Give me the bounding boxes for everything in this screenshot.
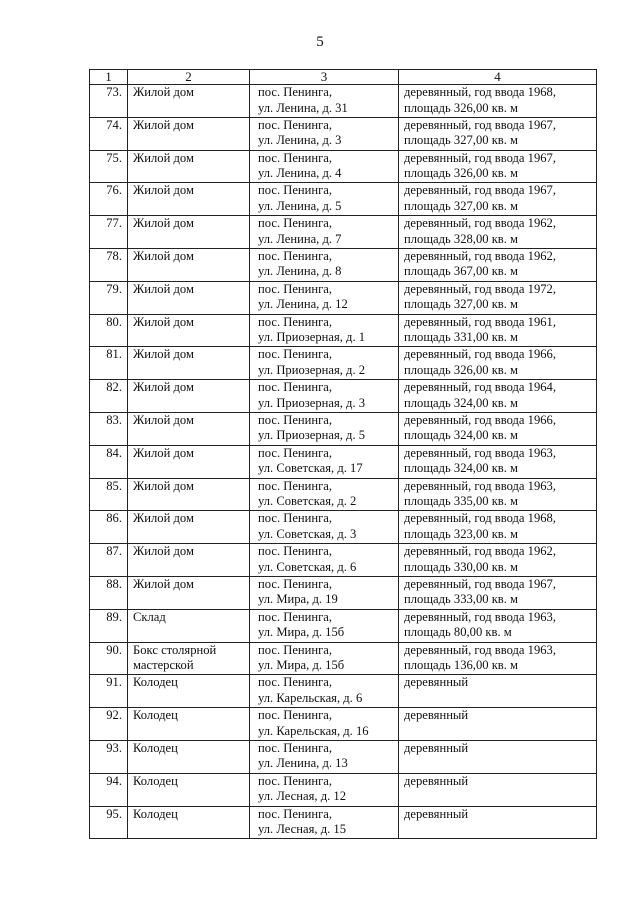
row-number: 89.: [90, 609, 128, 642]
page-number: 5: [316, 34, 324, 50]
row-number: 84.: [90, 445, 128, 478]
table-row: [90, 347, 597, 380]
description-line: площадь 323,00 кв. м: [404, 526, 519, 541]
address-line: ул. Ленина, д. 4: [258, 166, 342, 181]
description-line: площадь 335,00 кв. м: [404, 494, 519, 509]
address-line: пос. Пенинга,: [258, 544, 333, 559]
description-line: площадь 324,00 кв. м: [404, 428, 519, 443]
object-description: [399, 117, 597, 150]
object-name-line: Жилой дом: [133, 150, 194, 165]
table-row: [90, 445, 597, 478]
description-line: деревянный, год ввода 1967,: [404, 117, 556, 132]
table-row: [90, 380, 597, 413]
object-name: [128, 85, 250, 118]
address-line: ул. Ленина, д. 5: [258, 198, 342, 213]
object-address: [250, 544, 399, 577]
object-description: [399, 511, 597, 544]
object-address: [250, 347, 399, 380]
description-line: деревянный, год ввода 1972,: [404, 281, 556, 296]
address-line: пос. Пенинга,: [258, 675, 333, 690]
object-address: [250, 642, 399, 675]
address-line: ул. Советская, д. 2: [258, 494, 357, 509]
object-name: [128, 773, 250, 806]
object-description: [399, 85, 597, 118]
description-line: деревянный, год ввода 1963,: [404, 609, 556, 624]
object-name: [128, 150, 250, 183]
description-line: площадь 324,00 кв. м: [404, 461, 519, 476]
description-line: деревянный, год ввода 1962,: [404, 216, 556, 231]
address-line: ул. Советская, д. 3: [258, 526, 357, 541]
object-address: [250, 117, 399, 150]
address-line: ул. Ленина, д. 7: [258, 231, 342, 246]
address-line: ул. Приозерная, д. 2: [258, 362, 366, 377]
object-description: [399, 642, 597, 675]
object-name-line: Колодец: [133, 806, 178, 821]
description-line: площадь 327,00 кв. м: [404, 133, 519, 148]
table-row: [90, 248, 597, 281]
description-line: площадь 326,00 кв. м: [404, 362, 519, 377]
column-header-1: 1: [90, 70, 128, 85]
object-address: [250, 511, 399, 544]
object-name-line: Жилой дом: [133, 216, 194, 231]
object-name-line: Жилой дом: [133, 511, 194, 526]
object-name: [128, 708, 250, 741]
address-line: ул. Советская, д. 17: [258, 461, 363, 476]
row-number: 90.: [90, 642, 128, 675]
object-name-line: Жилой дом: [133, 281, 194, 296]
object-description: [399, 412, 597, 445]
description-line: площадь 324,00 кв. м: [404, 395, 519, 410]
description-line: площадь 331,00 кв. м: [404, 330, 519, 345]
object-address: [250, 773, 399, 806]
address-line: пос. Пенинга,: [258, 248, 333, 263]
object-name-line: Колодец: [133, 708, 178, 723]
object-address: [250, 216, 399, 249]
address-line: ул. Лесная, д. 12: [258, 789, 346, 804]
object-name-line: Жилой дом: [133, 544, 194, 559]
address-line: пос. Пенинга,: [258, 281, 333, 296]
address-line: пос. Пенинга,: [258, 642, 333, 657]
object-name: [128, 380, 250, 413]
table-row: [90, 708, 597, 741]
description-line: деревянный, год ввода 1963,: [404, 642, 556, 657]
object-name: [128, 281, 250, 314]
object-name: [128, 117, 250, 150]
object-description: [399, 445, 597, 478]
description-line: деревянный, год ввода 1963,: [404, 445, 556, 460]
table-row: [90, 281, 597, 314]
object-name: [128, 412, 250, 445]
object-name: [128, 445, 250, 478]
row-number: 92.: [90, 708, 128, 741]
row-number: 85.: [90, 478, 128, 511]
address-line: пос. Пенинга,: [258, 773, 333, 788]
address-line: ул. Мира, д. 15б: [258, 625, 345, 640]
object-address: [250, 576, 399, 609]
description-line: деревянный: [404, 675, 469, 690]
column-header-3: 3: [250, 70, 399, 85]
table-body: [90, 85, 597, 839]
row-number: 78.: [90, 248, 128, 281]
object-address: [250, 281, 399, 314]
address-line: пос. Пенинга,: [258, 183, 333, 198]
object-description: [399, 544, 597, 577]
table-row: [90, 314, 597, 347]
row-number: 74.: [90, 117, 128, 150]
table-row: [90, 675, 597, 708]
row-number: 86.: [90, 511, 128, 544]
object-address: [250, 412, 399, 445]
address-line: пос. Пенинга,: [258, 117, 333, 132]
object-name-line: Бокс столярной: [133, 642, 217, 657]
row-number: 73.: [90, 85, 128, 118]
object-address: [250, 380, 399, 413]
row-number: 93.: [90, 740, 128, 773]
address-line: ул. Ленина, д. 31: [258, 100, 348, 115]
object-name-line: Колодец: [133, 773, 178, 788]
object-name: [128, 675, 250, 708]
column-header-4: 4: [399, 70, 597, 85]
address-line: пос. Пенинга,: [258, 609, 333, 624]
address-line: ул. Ленина, д. 12: [258, 297, 348, 312]
address-line: пос. Пенинга,: [258, 445, 333, 460]
description-line: деревянный, год ввода 1963,: [404, 478, 556, 493]
address-line: ул. Приозерная, д. 1: [258, 330, 366, 345]
object-address: [250, 150, 399, 183]
table-row: [90, 117, 597, 150]
object-name: [128, 216, 250, 249]
description-line: площадь 327,00 кв. м: [404, 297, 519, 312]
object-description: [399, 281, 597, 314]
object-name-line: Жилой дом: [133, 117, 194, 132]
description-line: деревянный, год ввода 1962,: [404, 248, 556, 263]
object-description: [399, 183, 597, 216]
object-description: [399, 773, 597, 806]
object-description: [399, 609, 597, 642]
row-number: 88.: [90, 576, 128, 609]
address-line: ул. Ленина, д. 3: [258, 133, 342, 148]
row-number: 79.: [90, 281, 128, 314]
row-number: 77.: [90, 216, 128, 249]
object-description: [399, 576, 597, 609]
description-line: деревянный, год ввода 1968,: [404, 511, 556, 526]
object-name-line: Жилой дом: [133, 412, 194, 427]
address-line: пос. Пенинга,: [258, 708, 333, 723]
row-number: 76.: [90, 183, 128, 216]
object-description: [399, 380, 597, 413]
object-description: [399, 806, 597, 839]
object-address: [250, 248, 399, 281]
object-description: [399, 216, 597, 249]
row-number: 75.: [90, 150, 128, 183]
object-address: [250, 675, 399, 708]
table-row: [90, 576, 597, 609]
property-table: [89, 69, 597, 839]
table-row: [90, 216, 597, 249]
object-name: [128, 609, 250, 642]
address-line: пос. Пенинга,: [258, 216, 333, 231]
object-name-line: мастерской: [133, 658, 194, 673]
description-line: площадь 367,00 кв. м: [404, 264, 519, 279]
description-line: деревянный, год ввода 1968,: [404, 85, 556, 99]
description-line: площадь 328,00 кв. м: [404, 231, 519, 246]
description-line: деревянный, год ввода 1967,: [404, 183, 556, 198]
address-line: пос. Пенинга,: [258, 347, 333, 362]
address-line: ул. Мира, д. 19: [258, 592, 338, 607]
description-line: площадь 326,00 кв. м: [404, 166, 519, 181]
object-name: [128, 314, 250, 347]
description-line: площадь 330,00 кв. м: [404, 559, 519, 574]
table-row: [90, 740, 597, 773]
address-line: пос. Пенинга,: [258, 85, 333, 99]
object-name-line: Жилой дом: [133, 478, 194, 493]
row-number: 87.: [90, 544, 128, 577]
table-row: [90, 773, 597, 806]
table-row: [90, 150, 597, 183]
object-name-line: Склад: [133, 609, 166, 624]
description-line: площадь 333,00 кв. м: [404, 592, 519, 607]
object-description: [399, 478, 597, 511]
row-number: 91.: [90, 675, 128, 708]
object-name-line: Жилой дом: [133, 445, 194, 460]
description-line: площадь 80,00 кв. м: [404, 625, 512, 640]
address-line: пос. Пенинга,: [258, 806, 333, 821]
description-line: деревянный, год ввода 1966,: [404, 347, 556, 362]
description-line: площадь 326,00 кв. м: [404, 100, 519, 115]
table-header: [90, 70, 597, 85]
object-description: [399, 150, 597, 183]
object-description: [399, 347, 597, 380]
address-line: пос. Пенинга,: [258, 380, 333, 395]
description-line: площадь 327,00 кв. м: [404, 198, 519, 213]
object-name-line: Жилой дом: [133, 314, 194, 329]
object-name-line: Жилой дом: [133, 85, 194, 99]
table-row: [90, 544, 597, 577]
object-name-line: Жилой дом: [133, 576, 194, 591]
object-name: [128, 576, 250, 609]
object-name-line: Колодец: [133, 740, 178, 755]
description-line: деревянный, год ввода 1966,: [404, 412, 556, 427]
object-name: [128, 806, 250, 839]
object-address: [250, 478, 399, 511]
address-line: пос. Пенинга,: [258, 478, 333, 493]
object-address: [250, 85, 399, 118]
description-line: деревянный: [404, 773, 469, 788]
object-description: [399, 708, 597, 741]
description-line: деревянный, год ввода 1964,: [404, 380, 556, 395]
description-line: деревянный: [404, 708, 469, 723]
table-row: [90, 478, 597, 511]
table-row: [90, 511, 597, 544]
description-line: площадь 136,00 кв. м: [404, 658, 519, 673]
object-name: [128, 248, 250, 281]
description-line: деревянный, год ввода 1967,: [404, 576, 556, 591]
object-name-line: Жилой дом: [133, 183, 194, 198]
address-line: ул. Приозерная, д. 3: [258, 395, 366, 410]
object-address: [250, 183, 399, 216]
row-number: 82.: [90, 380, 128, 413]
table-row: [90, 642, 597, 675]
address-line: ул. Ленина, д. 8: [258, 264, 342, 279]
object-name: [128, 642, 250, 675]
object-name: [128, 478, 250, 511]
row-number: 81.: [90, 347, 128, 380]
description-line: деревянный, год ввода 1967,: [404, 150, 556, 165]
column-header-2: 2: [128, 70, 250, 85]
address-line: ул. Мира, д. 15б: [258, 658, 345, 673]
object-name-line: Жилой дом: [133, 380, 194, 395]
object-name: [128, 347, 250, 380]
object-address: [250, 609, 399, 642]
table-row: [90, 412, 597, 445]
row-number: 80.: [90, 314, 128, 347]
object-description: [399, 248, 597, 281]
object-address: [250, 445, 399, 478]
table-row: [90, 85, 597, 118]
object-name-line: Жилой дом: [133, 347, 194, 362]
address-line: ул. Лесная, д. 15: [258, 822, 346, 837]
object-address: [250, 740, 399, 773]
address-line: пос. Пенинга,: [258, 511, 333, 526]
object-name: [128, 511, 250, 544]
description-line: деревянный, год ввода 1961,: [404, 314, 556, 329]
object-name: [128, 740, 250, 773]
row-number: 83.: [90, 412, 128, 445]
address-line: ул. Ленина, д. 13: [258, 756, 348, 771]
address-line: пос. Пенинга,: [258, 150, 333, 165]
address-line: пос. Пенинга,: [258, 576, 333, 591]
object-address: [250, 314, 399, 347]
object-description: [399, 675, 597, 708]
object-name: [128, 544, 250, 577]
table-row: [90, 609, 597, 642]
address-line: пос. Пенинга,: [258, 314, 333, 329]
description-line: деревянный, год ввода 1962,: [404, 544, 556, 559]
address-line: ул. Приозерная, д. 5: [258, 428, 366, 443]
row-number: 94.: [90, 773, 128, 806]
table-row: [90, 806, 597, 839]
object-description: [399, 740, 597, 773]
object-name: [128, 183, 250, 216]
address-line: ул. Карельская, д. 6: [258, 690, 363, 705]
object-name-line: Колодец: [133, 675, 178, 690]
object-name-line: Жилой дом: [133, 248, 194, 263]
description-line: деревянный: [404, 806, 469, 821]
object-address: [250, 806, 399, 839]
object-description: [399, 314, 597, 347]
object-address: [250, 708, 399, 741]
address-line: пос. Пенинга,: [258, 740, 333, 755]
address-line: ул. Советская, д. 6: [258, 559, 357, 574]
description-line: деревянный: [404, 740, 469, 755]
address-line: ул. Карельская, д. 16: [258, 723, 369, 738]
table-row: [90, 183, 597, 216]
row-number: 95.: [90, 806, 128, 839]
address-line: пос. Пенинга,: [258, 412, 333, 427]
